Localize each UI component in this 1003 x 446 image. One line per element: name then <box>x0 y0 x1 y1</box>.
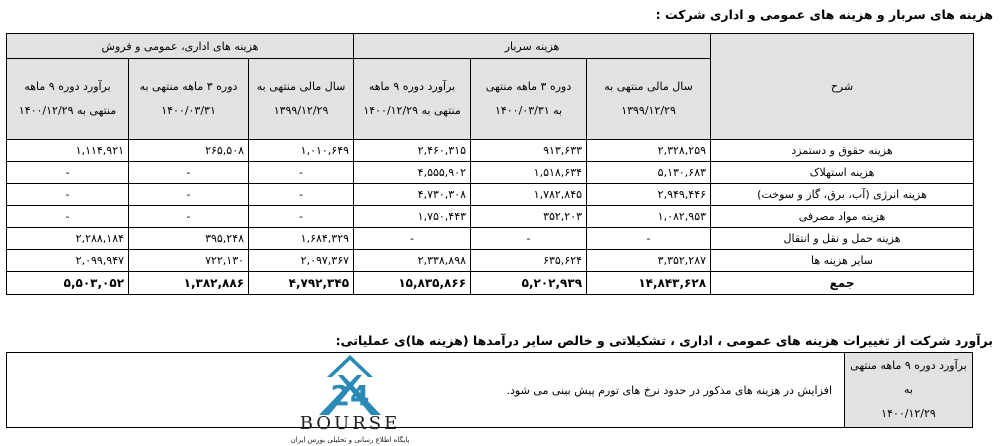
cell-value: - <box>129 206 249 228</box>
cell-value: ۱,۰۸۲,۹۵۳ <box>587 206 711 228</box>
logo-word: BOURSE <box>299 413 401 434</box>
cell-value: ۱,۷۸۲,۸۴۵ <box>471 184 587 206</box>
row-label: هزینه حقوق و دستمزد <box>711 140 974 162</box>
cell-value: ۲,۳۳۸,۸۹۸ <box>354 250 471 272</box>
cell-value: ۵,۱۳۰,۶۸۳ <box>587 162 711 184</box>
cell-value: ۱,۷۵۰,۴۴۳ <box>354 206 471 228</box>
cell-value: ۷۲۲,۱۳۰ <box>129 250 249 272</box>
row-label: هزینه انرژی (آب، برق، گاز و سوخت) <box>711 184 974 206</box>
col-header-overhead-3m: دوره ۳ ماهه منتهی به ۱۴۰۰/۰۳/۳۱ <box>471 59 587 140</box>
table-row <box>7 140 974 162</box>
cell-value: - <box>7 184 129 206</box>
row-label: هزینه مواد مصرفی <box>711 206 974 228</box>
col-header-overhead-9m: برآورد دوره ۹ ماهه منتهی به ۱۴۰۰/۱۲/۲۹ <box>354 59 471 140</box>
cell-value: - <box>7 206 129 228</box>
total-value: ۱۴,۸۴۳,۶۲۸ <box>587 272 711 295</box>
table-row <box>7 184 974 206</box>
cell-value: ۴,۵۵۵,۹۰۲ <box>354 162 471 184</box>
total-label: جمع <box>711 272 974 295</box>
cell-value: ۳,۳۵۲,۲۸۷ <box>587 250 711 272</box>
section-title: برآورد شرکت از تغییرات هزینه های عمومی ، اداری ، تشکیلاتی و خالص سایر درآمدها (هزینه ها)ی عملیاتی: <box>335 333 993 348</box>
cell-value: ۱,۵۱۸,۶۳۴ <box>471 162 587 184</box>
total-value: ۴,۷۹۲,۳۴۵ <box>249 272 354 295</box>
cell-value: - <box>249 206 354 228</box>
cell-value: ۱,۶۸۴,۳۲۹ <box>249 228 354 250</box>
cell-value: - <box>249 162 354 184</box>
overhead-expense-table <box>6 33 974 295</box>
cell-value: ۳۹۵,۲۴۸ <box>129 228 249 250</box>
cell-value: - <box>249 184 354 206</box>
cell-value: ۹۱۳,۶۳۳ <box>471 140 587 162</box>
row-label: هزینه حمل و نقل و انتقال <box>711 228 974 250</box>
page-title: هزینه های سربار و هزینه های عمومی و اداری شرکت : <box>655 7 993 22</box>
cell-value: - <box>471 228 587 250</box>
table-row <box>7 162 974 184</box>
col-header-admin-9m: برآورد دوره ۹ ماهه منتهی به ۱۴۰۰/۱۲/۲۹ <box>7 59 129 140</box>
table-row <box>7 228 974 250</box>
cell-value: ۲,۹۴۹,۴۴۶ <box>587 184 711 206</box>
row-label: سایر هزینه ها <box>711 250 974 272</box>
cell-value: ۲,۰۹۷,۳۶۷ <box>249 250 354 272</box>
cell-value: - <box>587 228 711 250</box>
cell-value: - <box>354 228 471 250</box>
total-value: ۵,۲۰۲,۹۳۹ <box>471 272 587 295</box>
description-header: شرح <box>711 34 974 140</box>
cell-value: ۳۵۲,۲۰۳ <box>471 206 587 228</box>
cell-value: ۲۶۵,۵۰۸ <box>129 140 249 162</box>
overhead-group-header: هزینه سربار <box>354 34 711 59</box>
table-row <box>7 250 974 272</box>
estimate-period-label: برآورد دوره ۹ ماهه منتهی به ۱۴۰۰/۱۲/۲۹ <box>845 353 973 428</box>
col-header-admin-3m: دوره ۳ ماهه منتهی به ۱۴۰۰/۰۳/۳۱ <box>129 59 249 140</box>
total-value: ۵,۵۰۳,۰۵۲ <box>7 272 129 295</box>
row-label: هزینه استهلاک <box>711 162 974 184</box>
col-header-overhead-year: سال مالی منتهی به ۱۳۹۹/۱۲/۲۹ <box>587 59 711 140</box>
cell-value: ۲,۰۹۹,۹۴۷ <box>7 250 129 272</box>
cell-value: ۲,۲۸۸,۱۸۴ <box>7 228 129 250</box>
table-row <box>7 206 974 228</box>
total-row <box>7 272 974 295</box>
total-value: ۱۵,۸۳۵,۸۶۶ <box>354 272 471 295</box>
cell-value: ۱,۰۱۰,۶۴۹ <box>249 140 354 162</box>
estimate-text: افزایش در هزینه های مذکور در حدود نرخ های تورم پیش بینی می شود. <box>7 353 845 428</box>
cell-value: ۲,۴۶۰,۳۱۵ <box>354 140 471 162</box>
admin-group-header: هزینه های اداری، عمومی و فروش <box>7 34 354 59</box>
cell-value: ۶۳۵,۶۲۴ <box>471 250 587 272</box>
logo-digits: 24 <box>330 379 370 412</box>
cell-value: - <box>129 184 249 206</box>
total-value: ۱,۳۸۲,۸۸۶ <box>129 272 249 295</box>
cell-value: ۲,۳۲۸,۲۵۹ <box>587 140 711 162</box>
cell-value: - <box>7 162 129 184</box>
cell-value: ۴,۷۳۰,۳۰۸ <box>354 184 471 206</box>
cell-value: - <box>129 162 249 184</box>
estimate-table <box>6 352 973 428</box>
logo-tagline: پایگاه اطلاع رسانی و تحلیلی بورس ایران <box>290 436 410 444</box>
col-header-admin-year: سال مالی منتهی به ۱۳۹۹/۱۲/۲۹ <box>249 59 354 140</box>
cell-value: ۱,۱۱۴,۹۲۱ <box>7 140 129 162</box>
bourse24-logo <box>265 353 435 445</box>
